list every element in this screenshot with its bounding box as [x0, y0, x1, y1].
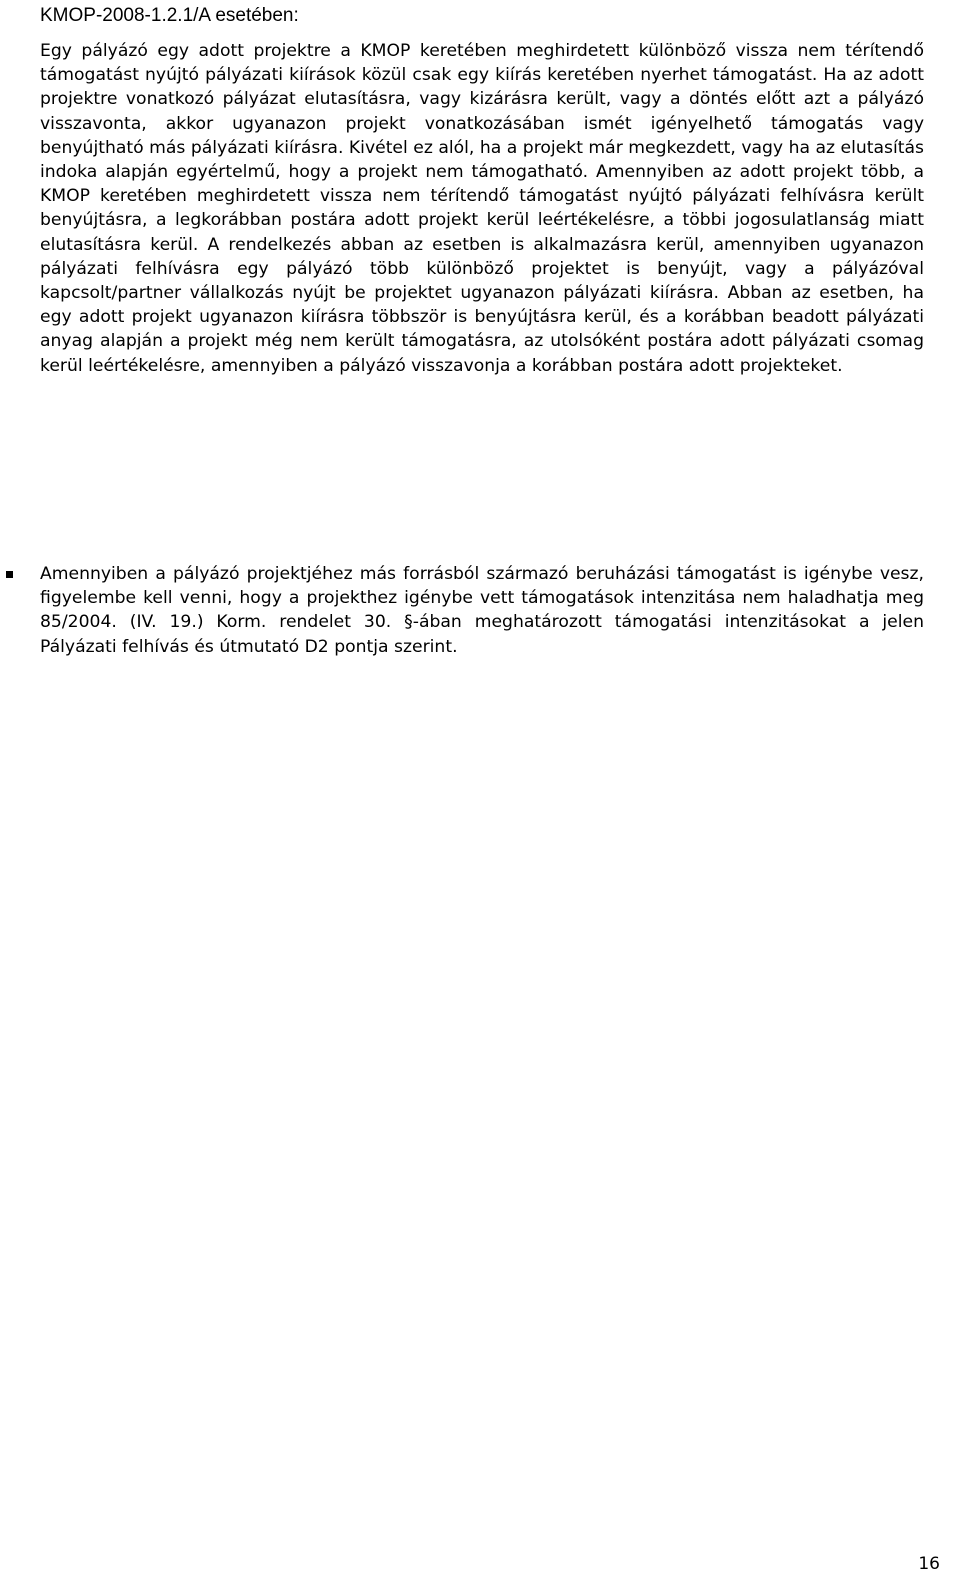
section-heading: KMOP-2008-1.2.1/A esetében:	[40, 5, 299, 26]
square-bullet-icon	[6, 571, 13, 578]
bullet-paragraph: Amennyiben a pályázó projektjéhez más forrásból származó beruházási támogatást is igénybe vesz, figyelembe kell venni, hogy a projekthez igénybe vett támogatások intenzitása nem haladhatja meg 85/2004. (IV. 19.) Korm. rendelet 30. §-ában meghatározott támogatási intenzitásokat a jelen Pályázati felhívás és útmutató D2 pontja szerint.	[40, 564, 924, 657]
page-number: 16	[918, 1554, 940, 1574]
main-paragraph: Egy pályázó egy adott projektre a KMOP keretében meghirdetett különböző vissza nem térítendő támogatást nyújtó pályázati kiírások közül csak egy kiírás keretében nyerhet támogatást. Ha az adott projektre vonatkozó pályázat elutasításra, vagy kizárásra került, vagy a döntés előtt azt a pályázó visszavonta, akkor ugyanazon projekt vonatkozásában ismét igényelhető támogatás vagy benyújtható más pályázati kiírásra. Kivétel ez alól, ha a projekt már megkezdett, vagy ha az elutasítás indoka alapján egyértelmű, hogy a projekt nem támogatható. Amennyiben az adott projekt több, a KMOP keretében meghirdetett vissza nem térítendő támogatást nyújtó pályázati felhívásra került benyújtásra, a legkorábban postára adott projekt kerül leértékelésre, a többi jogosulatlanság miatt elutasításra kerül. A rendelkezés abban az esetben is alkalmazásra kerül, amennyiben ugyanazon pályázati felhívásra egy pályázó több különböző projektet is benyújt, vagy a pályázóval kapcsolt/partner vállalkozás nyújt be projektet ugyanazon pályázati kiírásra. Abban az esetben, ha egy adott projekt ugyanazon kiírásra többször is benyújtásra kerül, és a korábban beadott pályázati anyag alapján a projekt még nem került támogatásra, az utolsóként postára adott pályázati csomag kerül leértékelésre, amennyiben a pályázó visszavonja a korábban postára adott projekteket.	[40, 41, 924, 376]
